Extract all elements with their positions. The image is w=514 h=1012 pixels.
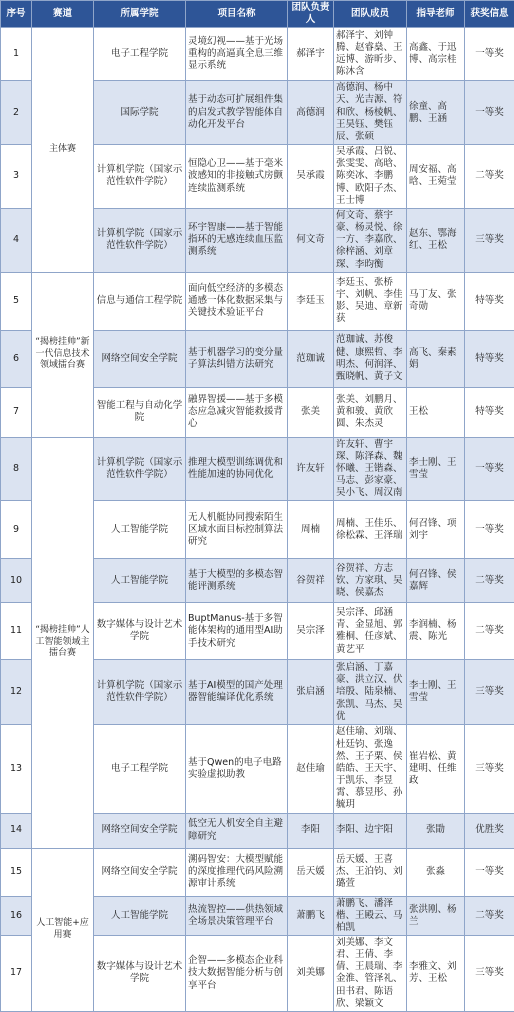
cell-members: 高德润、杨中天、光吉源、符和欣、杨棱帆、王昊钰、樊钰辰、张硕: [334, 81, 407, 145]
cell-college: 数字媒体与设计艺术学院: [94, 936, 186, 1012]
cell-no: 10: [1, 559, 32, 603]
cell-leader: 刘美娜: [288, 936, 334, 1012]
header-advisor: 指导老师: [407, 1, 465, 28]
cell-members: 岳天媛、王喜杰、王泊钧、刘璐萱: [334, 848, 407, 896]
cell-members: 李阳、边宇阳: [334, 813, 407, 848]
cell-advisor: 马丁友、张奇勋: [407, 272, 465, 330]
cell-award: 三等奖: [465, 725, 514, 813]
cell-no: 5: [1, 272, 32, 330]
cell-advisor: 何召锋、项刘宇: [407, 501, 465, 559]
cell-award: 特等奖: [465, 272, 514, 330]
cell-leader: 张启涵: [288, 660, 334, 725]
cell-award: 三等奖: [465, 936, 514, 1012]
cell-track: 人工智能+应用赛: [32, 848, 94, 1011]
cell-members: 吴宗泽、邱涵青、金显旭、郭雅桐、任彦斌、黄艺平: [334, 603, 407, 660]
cell-college: 国际学院: [94, 81, 186, 145]
cell-members: 范珈诚、苏俊健、康熙哲、李明杰、何润泽、甄晓帆、黄子文: [334, 330, 407, 387]
cell-advisor: 李雅文、刘芳、王松: [407, 936, 465, 1012]
header-award: 获奖信息: [465, 1, 514, 28]
cell-college: 计算机学院（国家示范性软件学院）: [94, 660, 186, 725]
cell-award: 二等奖: [465, 896, 514, 935]
cell-project: 基于大模型的多模态智能评测系统: [186, 559, 288, 603]
cell-award: 一等奖: [465, 81, 514, 145]
cell-members: 郝泽宇、刘钟腾、赵睿燊、王远博、游昕步、陈沐含: [334, 28, 407, 81]
cell-no: 12: [1, 660, 32, 725]
cell-no: 14: [1, 813, 32, 848]
cell-leader: 赵佳瑜: [288, 725, 334, 813]
cell-advisor: 高飞、秦素娟: [407, 330, 465, 387]
cell-members: 何文奇、蔡宇豪、杨灵悦、徐一方、李嘉欣、徐梓涵、刘章琛、李昀衡: [334, 208, 407, 272]
cell-members: 李廷玉、张桥宇、刘帆、李佳影、吴迪、章新获: [334, 272, 407, 330]
cell-college: 计算机学院（国家示范性软件学院）: [94, 437, 186, 501]
cell-advisor: 张洪刚、杨兰: [407, 896, 465, 935]
table-row: [1, 272, 514, 330]
cell-project: 灵境幻视——基于光场重构的高逼真全息三维显示系统: [186, 28, 288, 81]
cell-members: 谷贺祥、方志钦、方家琪、吴晓、侯嘉杰: [334, 559, 407, 603]
cell-leader: 张美: [288, 387, 334, 437]
cell-advisor: 张淼: [407, 848, 465, 896]
cell-project: 热流智控——供热领域全场景决策管理平台: [186, 896, 288, 935]
cell-members: 张美、刘鹏月、黄和骏、黄欣圆、朱杰灵: [334, 387, 407, 437]
cell-project: 基于机器学习的变分量子算法纠错方法研究: [186, 330, 288, 387]
cell-college: 数字媒体与设计艺术学院: [94, 603, 186, 660]
cell-project: 面向低空经济的多模态通感一体化数据采集与关键技术验证平台: [186, 272, 288, 330]
cell-award: 特等奖: [465, 330, 514, 387]
cell-award: 优胜奖: [465, 813, 514, 848]
cell-members: 周楠、王佳乐、徐松霖、王泽瑞: [334, 501, 407, 559]
cell-track: “揭榜挂帅”人工智能领域主擂台赛: [32, 437, 94, 848]
cell-award: 二等奖: [465, 145, 514, 209]
cell-leader: 许友轩: [288, 437, 334, 501]
cell-members: 吴承霞、吕锐、张雯雯、高晗、陈奕冰、李鹏博、欧阳子杰、王士博: [334, 145, 407, 209]
cell-members: 刘美娜、李文君、王倩、李倩、王晨瑞、李金淮、管泽礼、田书君、陈语欣、梁颖文: [334, 936, 407, 1012]
cell-project: 环宇智康——基于智能指环的无感连续血压监测系统: [186, 208, 288, 272]
cell-leader: 周楠: [288, 501, 334, 559]
cell-no: 4: [1, 208, 32, 272]
cell-no: 1: [1, 28, 32, 81]
cell-leader: 吴宗泽: [288, 603, 334, 660]
cell-advisor: 何召锋、侯嘉辉: [407, 559, 465, 603]
cell-track: 主体赛: [32, 28, 94, 272]
header-college: 所属学院: [94, 1, 186, 28]
cell-no: 2: [1, 81, 32, 145]
cell-members: 许友轩、曹宇琛、陈泽森、魏怀曦、王锴森、马志、彭家豪、吴小飞、周汉南: [334, 437, 407, 501]
cell-leader: 范珈诚: [288, 330, 334, 387]
cell-award: 二等奖: [465, 603, 514, 660]
cell-advisor: 周安福、高晗、王菀莹: [407, 145, 465, 209]
cell-advisor: 李士刚、王雪莹: [407, 660, 465, 725]
cell-leader: 高德润: [288, 81, 334, 145]
cell-project: 低空无人机安全自主避障研究: [186, 813, 288, 848]
cell-college: 智能工程与自动化学院: [94, 387, 186, 437]
header-no: 序号: [1, 1, 32, 28]
cell-no: 17: [1, 936, 32, 1012]
cell-members: 赵佳瑜、刘瑞、杜廷钧、张逸然、王子栗、侯皓皓、王天宇、于凯乐、李昱霄、慕昱彤、孙毓玥: [334, 725, 407, 813]
header-track: 赛道: [32, 1, 94, 28]
cell-no: 8: [1, 437, 32, 501]
cell-college: 计算机学院（国家示范性软件学院）: [94, 145, 186, 209]
cell-leader: 谷贺祥: [288, 559, 334, 603]
cell-college: 网络空间安全学院: [94, 330, 186, 387]
cell-award: 一等奖: [465, 848, 514, 896]
cell-college: 人工智能学院: [94, 896, 186, 935]
cell-members: 张启涵、丁嘉豪、洪立汉、伏培殷、陆泉楠、张凯、马杰、吴优: [334, 660, 407, 725]
cell-leader: 郝泽宇: [288, 28, 334, 81]
cell-leader: 李廷玉: [288, 272, 334, 330]
cell-leader: 萧鹏飞: [288, 896, 334, 935]
cell-college: 网络空间安全学院: [94, 813, 186, 848]
cell-college: 人工智能学院: [94, 501, 186, 559]
cell-award: 一等奖: [465, 501, 514, 559]
cell-college: 人工智能学院: [94, 559, 186, 603]
cell-no: 3: [1, 145, 32, 209]
cell-advisor: 崔岩松、黄建明、任维政: [407, 725, 465, 813]
cell-project: 基于Qwen的电子电路实验虚拟助教: [186, 725, 288, 813]
cell-no: 15: [1, 848, 32, 896]
cell-track: “揭榜挂帅”新一代信息技术领域擂台赛: [32, 272, 94, 437]
cell-project: 基于AI模型的国产处理器智能编译优化系统: [186, 660, 288, 725]
cell-award: 二等奖: [465, 559, 514, 603]
header-members: 团队成员: [334, 1, 407, 28]
cell-advisor: 张勖: [407, 813, 465, 848]
cell-advisor: 李士刚、王雪莹: [407, 437, 465, 501]
cell-leader: 吴承霞: [288, 145, 334, 209]
cell-project: 融界智援——基于多模态应急减灾智能救援背心: [186, 387, 288, 437]
cell-no: 9: [1, 501, 32, 559]
table-row: [1, 437, 514, 501]
cell-project: 恒隐心卫——基于毫米波感知的非接触式房颤连续监测系统: [186, 145, 288, 209]
cell-award: 三等奖: [465, 660, 514, 725]
cell-project: 溯码智安：大模型赋能的深度推理代码风险溯源审计系统: [186, 848, 288, 896]
header-project: 项目名称: [186, 1, 288, 28]
cell-no: 7: [1, 387, 32, 437]
cell-advisor: 徐童、高鹏、王涵: [407, 81, 465, 145]
cell-no: 11: [1, 603, 32, 660]
table-row: [1, 28, 514, 81]
cell-project: 无人机艇协同搜索陌生区域水面目标控制算法研究: [186, 501, 288, 559]
cell-project: 基于动态可扩展组件集的启发式教学智能体自动化开发平台: [186, 81, 288, 145]
cell-advisor: 王松: [407, 387, 465, 437]
cell-advisor: 李润楠、杨震、陈光: [407, 603, 465, 660]
cell-project: 推理大模型训练调优和性能加速的协同优化: [186, 437, 288, 501]
cell-award: 一等奖: [465, 437, 514, 501]
cell-project: 企智——多模态企业科技大数据智能分析与创享平台: [186, 936, 288, 1012]
cell-project: BuptManus-基于多智能体架构的通用型AI助手技术研究: [186, 603, 288, 660]
cell-leader: 何文奇: [288, 208, 334, 272]
cell-award: 三等奖: [465, 208, 514, 272]
cell-no: 16: [1, 896, 32, 935]
cell-award: 特等奖: [465, 387, 514, 437]
table-header-row: [1, 1, 514, 28]
cell-award: 一等奖: [465, 28, 514, 81]
cell-members: 萧鹏飞、潘泽楷、王殿云、马柏凯: [334, 896, 407, 935]
cell-advisor: 赵东、鄂海红、王松: [407, 208, 465, 272]
cell-college: 信息与通信工程学院: [94, 272, 186, 330]
cell-college: 网络空间安全学院: [94, 848, 186, 896]
header-leader: 团队负责人: [288, 1, 334, 28]
table-row: [1, 848, 514, 896]
cell-leader: 李阳: [288, 813, 334, 848]
cell-leader: 岳天媛: [288, 848, 334, 896]
cell-college: 电子工程学院: [94, 725, 186, 813]
cell-college: 电子工程学院: [94, 28, 186, 81]
cell-college: 计算机学院（国家示范性软件学院）: [94, 208, 186, 272]
cell-advisor: 高鑫、于迅博、高宗桂: [407, 28, 465, 81]
cell-no: 13: [1, 725, 32, 813]
cell-no: 6: [1, 330, 32, 387]
